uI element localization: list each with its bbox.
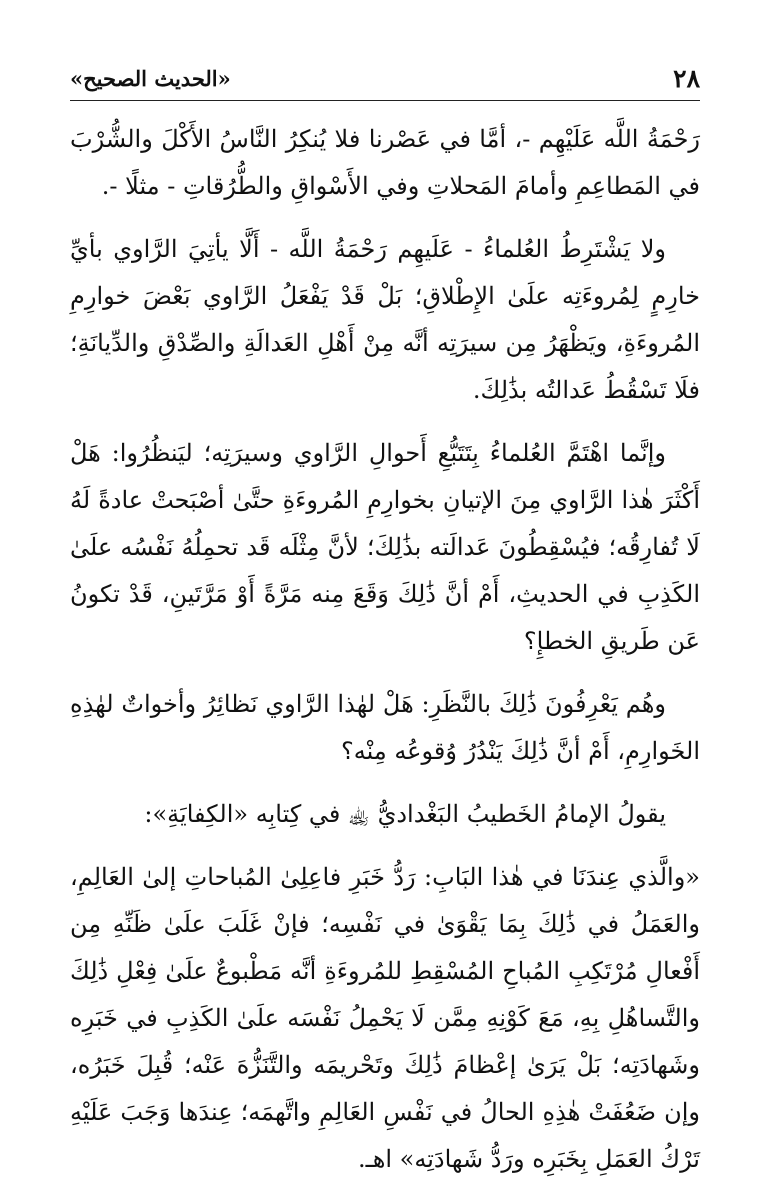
running-title: «الحديث الصحيح» [70,65,231,91]
paragraph-4: وهُم يَعْرِفُونَ ذَٰلِكَ بالنَّظَرِ: هَلْ لهٰذا الرَّاوي نَظائِرُ وأخواتٌ لهٰذِهِ الخَوارِمِ، أَمْ أنَّ ذَٰلِكَ يَنْدُرُ وُقوعُه مِنْه؟ [70,690,700,765]
paragraph-1: رَحْمَةُ اللَّه عَلَيْهِم -، أمَّا في عَصْرنا فلا يُنكِرُ النَّاسُ الأَكْلَ والشُّرْبَ في المَطاعِمِ وأمامَ المَحلاتِ وفي الأَسْواقِ والطُّرُقاتِ - مثلًا -. [70,125,700,200]
page-number: ٢٨ [673,63,700,93]
body-text [70,116,700,1199]
header-divider [70,100,700,101]
block-quote: «والَّذي عِندَنَا في هٰذا البَابِ: رَدُّ خَبَرِ فاعِلِىٰ المُباحاتِ إلىٰ العَالِمِ، والعَمَلُ في ذَٰلِكَ بِمَا يَقْوَىٰ في نَفْسِه؛ فإنْ غَلَبَ علَىٰ ظَنِّهِ مِن أَفْعالِ مُرْتَكِبِ المُباحِ المُسْقِطِ للمُروءَةِ أنَّه مَطْبوعٌ علَىٰ فِعْلِ ذَٰلِكَ والتَّساهُلِ بِهِ، مَعَ كَوْنِهِ مِمَّن لَا يَحْمِلُ نَفْسَه علَىٰ الكَذِبِ في خَبَرِه وشَهادَتِه؛ بَلْ يَرَىٰ إعْظامَ ذَٰلِكَ وتَحْريمَه والتَّنَزُّهَ عَنْه؛ قُبِلَ خَبَرُه، وإن ضَعُفَتْ هٰذِهِ الحالُ في نَفْسِ العَالِمِ واتَّهمَه؛ عِندَها وَجَبَ عَلَيْهِ تَرْكُ العَمَلِ بِخَبَرِه ورَدُّ شَهادَتِه» اهـ. [70,863,700,1173]
paragraph-2: ولا يَشْتَرِطُ العُلماءُ - عَلَيهِم رَحْمَةُ اللَّه - أَلَّا يأتِيَ الرَّاوي بأيِّ خارِمٍ لِمُروءَتِه علَىٰ الإِطْلاقِ؛ بَلْ قَدْ يَفْعَلُ الرَّاوي بَعْضَ خوارِمِ المُروءَةِ، ويَظْهَرُ مِن سيرَتِه أنَّه مِنْ أَهْلِ العَدالَةِ والصِّدْقِ والدِّيانَةِ؛ فلَا تَسْقُطُ عَدالتُه بذَٰلِكَ. [70,235,700,404]
paragraph-3: وإنَّما اهْتَمَّ العُلماءُ بِتَتَبُّعِ أَحوالِ الرَّاوي وسيرَتِه؛ ليَنظُرُوا: هَلْ أَكْثَرَ هٰذا الرَّاوي مِنَ الإتيانِ بخوارِمِ المُروءَةِ حتَّىٰ أصْبَحتْ عادةً لَهُ لَا تُفارِقُه؛ فيُسْقِطُونَ عَدالَته بذَٰلِكَ؛ لأنَّ مِثْلَه قَد تحمِلُهُ نَفْسُه علَىٰ الكَذِبِ في الحديثِ، أَمْ أنَّ ذَٰلِكَ وَقَعَ مِنه مَرَّةً أَوْ مَرَّتَينِ، قَدْ تكونُ عَن طَريقِ الخطإِ؟ [70,439,700,655]
quote-introduction: يقولُ الإمامُ الخَطيبُ البَغْداديُّ ﵀ في كِتابِه «الكِفايَةِ»: [144,800,666,828]
page-header [70,60,700,96]
